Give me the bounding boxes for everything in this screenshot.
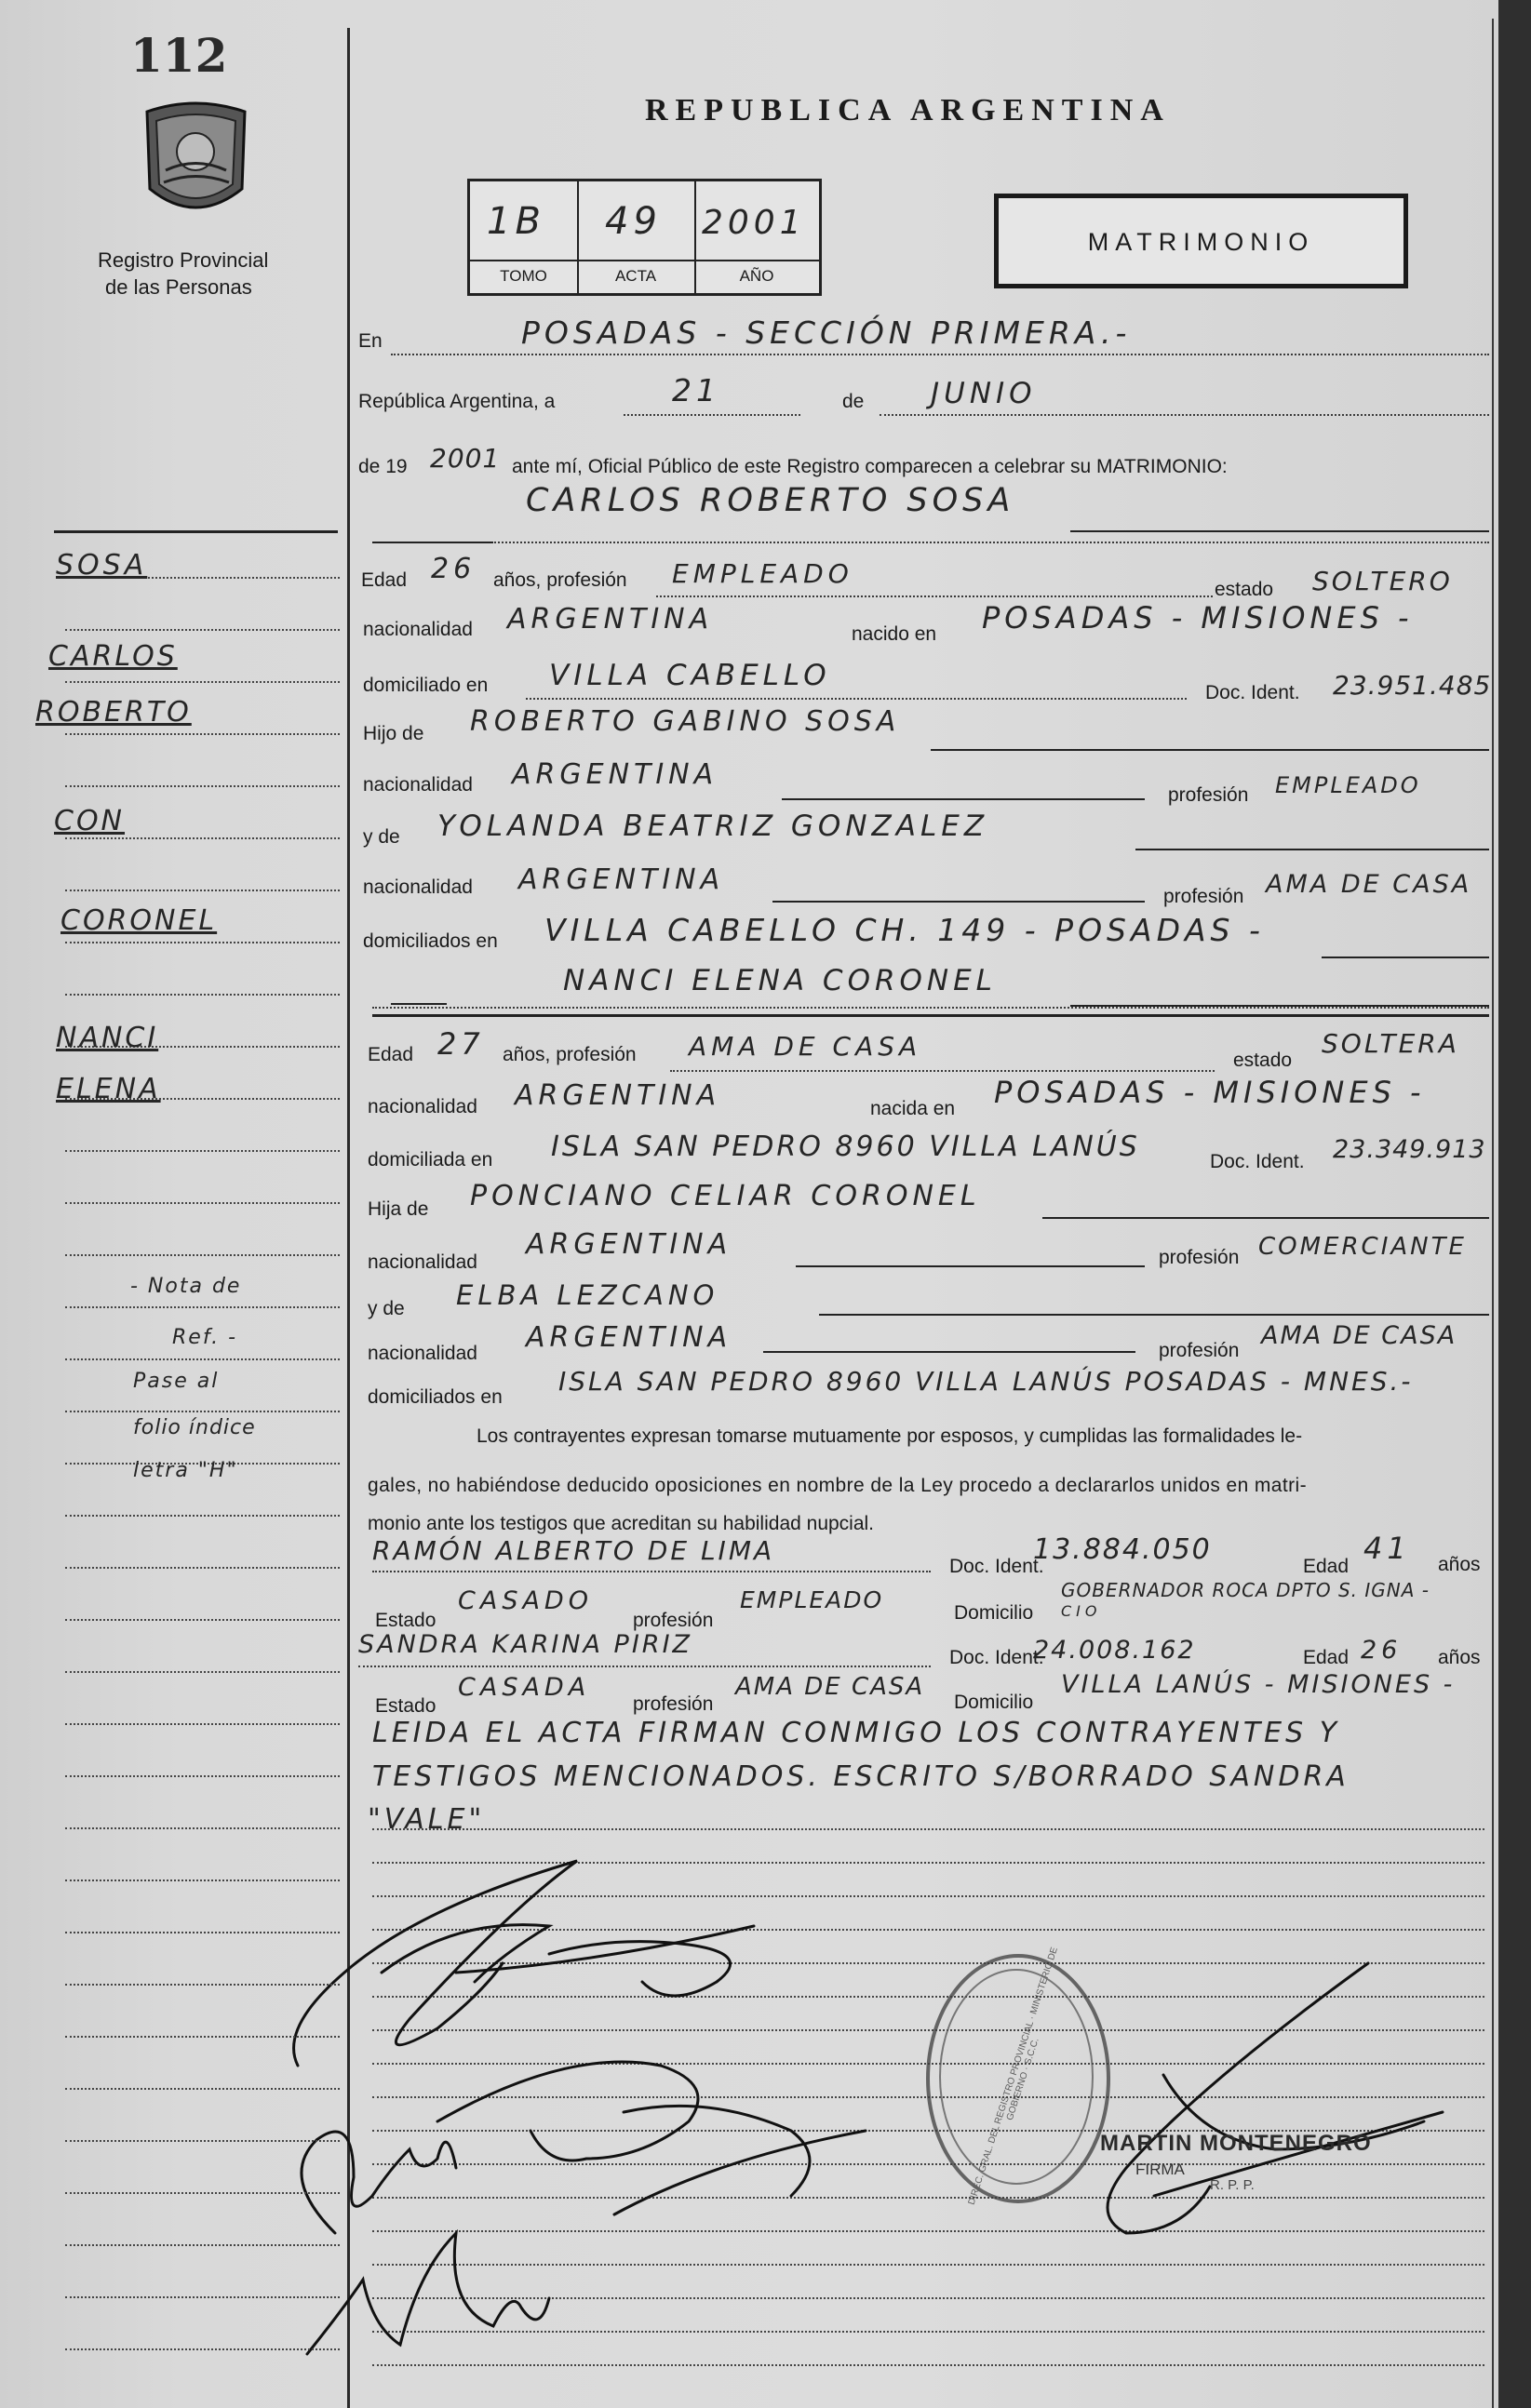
witness2-doc: 24.008.162: [1033, 1636, 1196, 1665]
bride-father-nat-label: nacionalidad: [368, 1251, 477, 1273]
margin-note2: Ref. -: [172, 1326, 238, 1349]
witness2-estado: CASADA: [458, 1673, 591, 1702]
bride-estado: SOLTERA: [1322, 1028, 1459, 1059]
ruled-line: [65, 1150, 340, 1152]
margin-note5: letra "H": [133, 1459, 238, 1482]
witness1-dom-label: Domicilio: [954, 1602, 1034, 1624]
witness1-anos: años: [1438, 1554, 1481, 1575]
closing-line2: TESTIGOS MENCIONADOS. ESCRITO S/BORRADO SANDRA: [372, 1760, 1350, 1793]
groom-age: 26: [431, 553, 477, 585]
ruled-line: [65, 2348, 340, 2350]
tomo-label: TOMO: [470, 260, 577, 286]
rep-label: República Argentina, a: [358, 391, 556, 412]
groom-edad-label: Edad: [361, 569, 408, 591]
declaration-line3: monio ante los testigos que acreditan su habilidad nupcial.: [368, 1513, 875, 1534]
groom-father: ROBERTO GABINO SOSA: [470, 705, 901, 738]
ruled-line: [65, 1723, 340, 1725]
ruled-line: [65, 1306, 340, 1308]
groom-mother-nat-label: nacionalidad: [363, 876, 473, 898]
bride-born-label: nacida en: [870, 1098, 956, 1119]
bride-mother-nat-label: nacionalidad: [368, 1343, 477, 1364]
tomo-value: 1B: [487, 200, 545, 243]
bride-prof-label: años, profesión: [503, 1044, 637, 1065]
witness2-doc-label: Doc. Ident.: [949, 1647, 1044, 1668]
official-sub: R. P. P.: [1210, 2177, 1255, 2193]
closing-line3: "VALE": [368, 1803, 486, 1836]
bride-mother: ELBA LEZCANO: [456, 1279, 719, 1311]
day: 21: [672, 372, 720, 408]
registry-line2: de las Personas: [105, 275, 252, 299]
bride-father: PONCIANO CELIAR CORONEL: [470, 1180, 981, 1212]
bride-estado-label: estado: [1233, 1050, 1293, 1071]
witness2-name: SANDRA KARINA PIRIZ: [358, 1630, 693, 1659]
ruled-line: [65, 1254, 340, 1256]
groom-father-prof-label: profesión: [1168, 784, 1249, 806]
ruled-line: [65, 1567, 340, 1569]
groom-hijo-label: Hijo de: [363, 723, 424, 744]
ruled-line: [65, 629, 340, 631]
witness2-prof-label: profesión: [633, 1693, 714, 1715]
margin-note3: Pase al: [133, 1370, 220, 1393]
declaration-line2: gales, no habiéndose deducido oposiciones en nombre de la Ley procedo a declararlos unidos en matri-: [368, 1475, 1307, 1496]
witness1-edad-label: Edad: [1303, 1556, 1350, 1577]
ruled-line: [65, 733, 340, 735]
ruled-line: [65, 994, 340, 996]
place: POSADAS - SECCIÓN PRIMERA.-: [521, 314, 1132, 351]
signatures: [270, 1842, 1498, 2401]
witness1-estado-label: Estado: [375, 1610, 436, 1631]
de-label: de: [842, 391, 865, 412]
ruled-line: [65, 1775, 340, 1777]
doc-type-box: [994, 194, 1408, 288]
bride-doc-label: Doc. Ident.: [1210, 1151, 1305, 1172]
bride-parents-dom-label: domiciliados en: [368, 1386, 503, 1408]
ano-label: AÑO: [694, 260, 819, 286]
witness1-prof-label: profesión: [633, 1610, 714, 1631]
groom-estado: SOLTERO: [1312, 566, 1453, 596]
witness1-estado: CASADO: [458, 1586, 593, 1615]
ruled-line: [65, 1827, 340, 1829]
year-prefix: de 19: [358, 456, 408, 477]
ruled-line: [65, 1984, 340, 1986]
ruled-line: [65, 1202, 340, 1204]
bride-dom-label: domiciliada en: [368, 1149, 493, 1171]
witness1-profession: EMPLEADO: [740, 1586, 884, 1613]
bride-doc: 23.349.913: [1333, 1135, 1486, 1164]
ruled-line: [65, 890, 340, 891]
official-name: MARTIN MONTENEGRO: [1100, 2131, 1372, 2156]
witness1-domicile-l1: GOBERNADOR ROCA DPTO S. IGNA -: [1061, 1579, 1430, 1601]
groom-parents-domicile: VILLA CABELLO CH. 149 - POSADAS -: [544, 912, 1265, 948]
bride-nationality: ARGENTINA: [515, 1079, 721, 1112]
witness1-domicile-l2: CIO: [1061, 1602, 1102, 1620]
ruled-line: [65, 1671, 340, 1673]
groom-born-label: nacido en: [852, 623, 937, 645]
groom-name: CARLOS ROBERTO SOSA: [526, 482, 1015, 519]
witness1-doc: 13.884.050: [1033, 1533, 1212, 1566]
margin-given2b: ELENA: [56, 1073, 161, 1105]
ruled-line: [65, 2036, 340, 2038]
margin-note1: - Nota de: [130, 1275, 242, 1298]
acta-value: 49: [605, 200, 662, 243]
ruled-line: [65, 785, 340, 787]
groom-profession: EMPLEADO: [672, 558, 853, 589]
witness2-edad-label: Edad: [1303, 1647, 1350, 1668]
ruled-line: [65, 681, 340, 683]
groom-dom-label: domiciliado en: [363, 675, 489, 696]
page-number: 112: [130, 28, 228, 83]
ruled-line: [65, 1619, 340, 1621]
ruled-line: [65, 2088, 340, 2090]
ano-value: 2001: [702, 204, 806, 242]
groom-mother: YOLANDA BEATRIZ GONZALEZ: [437, 809, 989, 843]
bride-father-nat: ARGENTINA: [526, 1228, 732, 1261]
doc-type: MATRIMONIO: [1087, 228, 1315, 256]
year-hand: 2001: [430, 443, 501, 474]
province-seal: [138, 100, 254, 221]
en-label: En: [358, 330, 383, 352]
registry-line1: Registro Provincial: [98, 248, 269, 272]
groom-mother-prof: AMA DE CASA: [1266, 870, 1472, 899]
witness1-name: RAMÓN ALBERTO DE LIMA: [372, 1535, 775, 1566]
margin-note4: folio índice: [133, 1416, 256, 1439]
margin-surname2: CORONEL: [60, 904, 218, 937]
witness2-age: 26: [1361, 1636, 1403, 1665]
appear-text: ante mí, Oficial Público de este Registro comparecen a celebrar su MATRIMONIO:: [512, 456, 1228, 477]
witness2-profession: AMA DE CASA: [735, 1673, 925, 1701]
witness2-dom-label: Domicilio: [954, 1692, 1034, 1713]
ruled-line: [65, 1411, 340, 1412]
witness2-domicile: VILLA LANÚS - MISIONES -: [1061, 1670, 1456, 1699]
official-title: FIRMA: [1135, 2161, 1185, 2178]
margin-given1b: ROBERTO: [35, 696, 192, 729]
margin-given2a: NANCI: [56, 1022, 159, 1054]
margin-given1a: CARLOS: [48, 640, 178, 673]
bride-father-prof-label: profesión: [1159, 1247, 1240, 1268]
bride-mother-prof: AMA DE CASA: [1261, 1321, 1457, 1350]
record-box: [467, 179, 822, 296]
groom-father-nat-label: nacionalidad: [363, 774, 473, 796]
witness2-anos: años: [1438, 1647, 1481, 1668]
groom-estado-label: estado: [1215, 579, 1274, 600]
groom-father-prof: EMPLEADO: [1275, 772, 1421, 798]
bride-father-prof: COMERCIANTE: [1258, 1233, 1467, 1261]
ruled-line: [65, 2192, 340, 2194]
bride-birthplace: POSADAS - MISIONES -: [994, 1075, 1426, 1110]
stamp-text: DIREC. GRAL. DEL REGISTRO PROVINCIAL · MINISTERIO DE GOBIERNO · S.C.C.: [966, 1946, 1060, 2207]
bride-edad-label: Edad: [368, 1044, 414, 1065]
ruled-line: [65, 2296, 340, 2298]
bride-yde-label: y de: [368, 1298, 405, 1319]
bride-hija-label: Hija de: [368, 1198, 429, 1220]
ruled-line: [65, 837, 340, 839]
groom-doc: 23.951.485: [1333, 670, 1492, 701]
declaration-line1: Los contrayentes expresan tomarse mutuamente por esposos, y cumplidas las formalidades le-: [477, 1425, 1303, 1447]
month: JUNIO: [931, 377, 1037, 410]
bride-profession: AMA DE CASA: [689, 1031, 922, 1062]
ruled-line: [65, 942, 340, 943]
ruled-line: [65, 2244, 340, 2246]
groom-nat-label: nacionalidad: [363, 619, 473, 640]
bride-mother-nat: ARGENTINA: [526, 1321, 732, 1354]
bride-mother-prof-label: profesión: [1159, 1340, 1240, 1361]
acta-label: ACTA: [577, 260, 694, 286]
bride-domicile: ISLA SAN PEDRO 8960 VILLA LANÚS: [551, 1130, 1140, 1163]
ruled-line: [65, 1932, 340, 1933]
groom-parents-dom-label: domiciliados en: [363, 930, 498, 952]
margin-con: CON: [54, 805, 126, 837]
ruled-line: [65, 1880, 340, 1881]
bride-age: 27: [437, 1026, 485, 1062]
bride-name: NANCI ELENA CORONEL: [563, 964, 997, 997]
groom-nationality: ARGENTINA: [507, 603, 714, 635]
country-title: REPUBLICA ARGENTINA: [645, 93, 1171, 127]
official-stamp: [926, 1946, 1110, 2207]
bride-parents-domicile: ISLA SAN PEDRO 8960 VILLA LANÚS POSADAS - MNES.-: [558, 1366, 1414, 1397]
witness1-doc-label: Doc. Ident.: [949, 1556, 1044, 1577]
witness2-estado-label: Estado: [375, 1695, 436, 1717]
bride-nat-label: nacionalidad: [368, 1096, 477, 1117]
witness1-age: 41: [1363, 1531, 1411, 1566]
groom-father-nat: ARGENTINA: [512, 758, 718, 791]
ruled-line: [65, 2140, 340, 2142]
closing-line1: LEIDA EL ACTA FIRMAN CONMIGO LOS CONTRAYENTES Y: [372, 1717, 1341, 1749]
groom-mother-prof-label: profesión: [1163, 886, 1244, 907]
groom-prof-label: años, profesión: [493, 569, 627, 591]
ruled-line: [65, 1515, 340, 1517]
ruled-line: [65, 1358, 340, 1360]
margin-surname1: SOSA: [56, 549, 148, 582]
ruled-line: [372, 1828, 1484, 1830]
groom-domicile: VILLA CABELLO: [549, 659, 831, 692]
groom-birthplace: POSADAS - MISIONES -: [982, 600, 1414, 635]
groom-mother-nat: ARGENTINA: [518, 863, 725, 896]
groom-yde-label: y de: [363, 826, 400, 848]
groom-doc-label: Doc. Ident.: [1205, 682, 1300, 703]
